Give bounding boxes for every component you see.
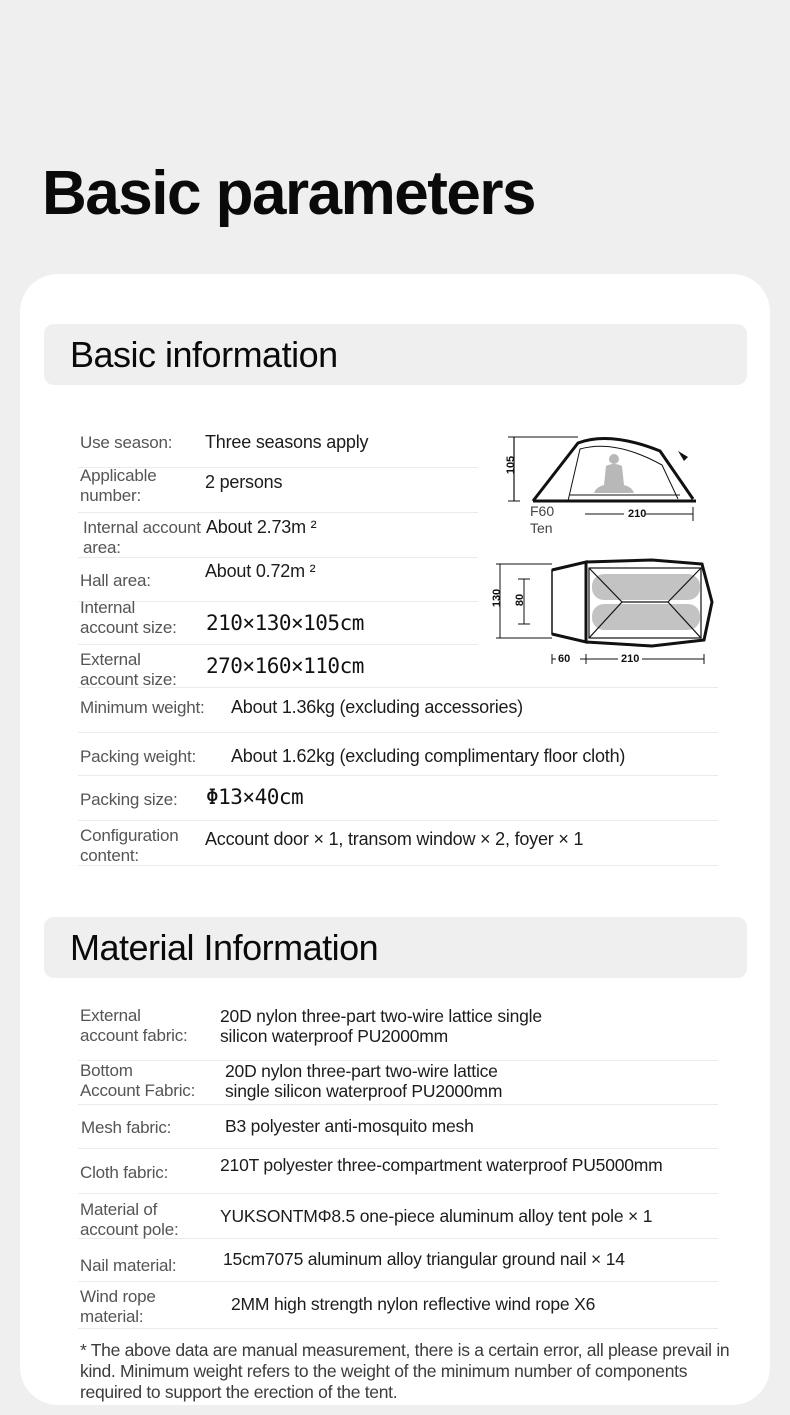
top-length-label: 210 bbox=[621, 653, 640, 665]
spec-value: Account door × 1, transom window × 2, foyer × 1 bbox=[205, 829, 584, 849]
spec-row-packing-size bbox=[78, 776, 718, 821]
spec-value: About 1.36kg (excluding accessories) bbox=[231, 697, 523, 717]
spec-value: 270×160×110cm bbox=[206, 654, 364, 678]
material-label-line1: Wind rope bbox=[80, 1287, 156, 1306]
spec-label: Applicable number: bbox=[80, 466, 157, 505]
spec-label: Internal account area: bbox=[83, 518, 201, 557]
spec-row-use-season bbox=[78, 426, 478, 468]
spec-label: Minimum weight: bbox=[80, 698, 205, 717]
spec-row-packing-weight bbox=[78, 733, 718, 776]
material-row-wind-rope bbox=[78, 1282, 718, 1329]
spec-value: About 1.62kg (excluding complimentary floor cloth) bbox=[231, 746, 626, 766]
material-label-line1: Bottom bbox=[80, 1061, 133, 1080]
material-label bbox=[80, 1200, 179, 1240]
material-value: B3 polyester anti-mosquito mesh bbox=[225, 1116, 474, 1136]
material-value: YUKSONTMΦ8.5 one-piece aluminum alloy tent pole × 1 bbox=[220, 1206, 653, 1226]
tent-top-view-diagram bbox=[492, 554, 722, 674]
spec-row-internal-account-size bbox=[78, 598, 478, 645]
material-label-line2: account fabric: bbox=[80, 1026, 188, 1045]
footnote: * The above data are manual measurement, there is a certain error, all please prevail in kind. Minimum weight refers to the weight of the minimum number of components required to support the erection of the tent. bbox=[80, 1340, 730, 1402]
material-value bbox=[225, 1061, 502, 1101]
page-title: Basic parameters bbox=[42, 159, 535, 228]
material-row-external-account-fabric bbox=[78, 1001, 718, 1061]
spec-row-configuration-content bbox=[78, 821, 718, 866]
spec-label: Use season: bbox=[80, 433, 173, 452]
side-height-label: 105 bbox=[505, 455, 518, 475]
spec-value: 210×130×105cm bbox=[206, 611, 364, 635]
material-row-mesh-fabric bbox=[78, 1105, 718, 1149]
model-label-line2: Ten bbox=[530, 520, 553, 536]
basic-information-title: Basic information bbox=[70, 333, 338, 375]
material-row-nail-material bbox=[78, 1239, 718, 1282]
basic-information-header bbox=[44, 324, 747, 385]
spec-value: 2 persons bbox=[205, 472, 283, 492]
material-row-bottom-account-fabric bbox=[78, 1061, 718, 1105]
tent-side-view-diagram bbox=[500, 429, 720, 539]
material-label-line2: account pole: bbox=[80, 1220, 179, 1239]
material-value: 210T polyester three-compartment waterproof PU5000mm bbox=[220, 1155, 663, 1175]
material-value bbox=[220, 1006, 542, 1046]
material-label-line1: Material of bbox=[80, 1200, 158, 1219]
spec-row-applicable-number bbox=[78, 468, 478, 513]
material-label-line2: Account Fabric: bbox=[80, 1081, 196, 1100]
spec-label: Hall area: bbox=[80, 571, 151, 590]
material-value-line2: single silicon waterproof PU2000mm bbox=[225, 1081, 503, 1101]
model-label-line1: F60 bbox=[530, 503, 555, 519]
material-label: Cloth fabric: bbox=[80, 1163, 169, 1182]
spec-row-hall-area bbox=[78, 558, 478, 602]
spec-label: Packing weight: bbox=[80, 747, 197, 766]
spec-value: About 0.72m ² bbox=[205, 561, 316, 581]
material-label-line2: material: bbox=[80, 1307, 144, 1326]
parameters-card bbox=[20, 274, 770, 1405]
material-value: 15cm7075 aluminum alloy triangular ground nail × 14 bbox=[223, 1249, 625, 1269]
material-label: Nail material: bbox=[80, 1256, 177, 1275]
spec-value: About 2.73m ² bbox=[206, 517, 317, 537]
spec-label: Internal account size: bbox=[80, 598, 177, 637]
top-inner-width-label: 80 bbox=[514, 593, 527, 607]
top-vestibule-label: 60 bbox=[558, 653, 571, 665]
material-value-line1: 20D nylon three-part two-wire lattice single bbox=[220, 1006, 542, 1026]
top-width-label: 130 bbox=[491, 588, 504, 608]
spec-label: Packing size: bbox=[80, 790, 178, 809]
material-information-header bbox=[44, 917, 747, 978]
material-value-line1: 20D nylon three-part two-wire lattice bbox=[225, 1061, 498, 1081]
spec-label: Configuration content: bbox=[80, 826, 179, 865]
material-label bbox=[80, 1006, 188, 1046]
spec-row-internal-account-area bbox=[78, 513, 478, 558]
material-label bbox=[80, 1061, 195, 1101]
material-row-account-pole bbox=[78, 1194, 718, 1239]
material-value-line2: silicon waterproof PU2000mm bbox=[220, 1026, 449, 1046]
material-label-line1: External bbox=[80, 1006, 141, 1025]
spec-value: Three seasons apply bbox=[205, 432, 369, 452]
side-length-label: 210 bbox=[628, 508, 647, 520]
spec-row-minimum-weight bbox=[78, 688, 718, 733]
material-label: Mesh fabric: bbox=[81, 1118, 172, 1137]
material-information-title: Material Information bbox=[70, 926, 379, 968]
material-row-cloth-fabric bbox=[78, 1149, 718, 1194]
spec-label: External account size: bbox=[80, 650, 177, 689]
material-value: 2MM high strength nylon reflective wind rope X6 bbox=[231, 1294, 596, 1314]
spec-value: Φ13×40cm bbox=[206, 785, 304, 809]
material-label bbox=[80, 1287, 156, 1327]
